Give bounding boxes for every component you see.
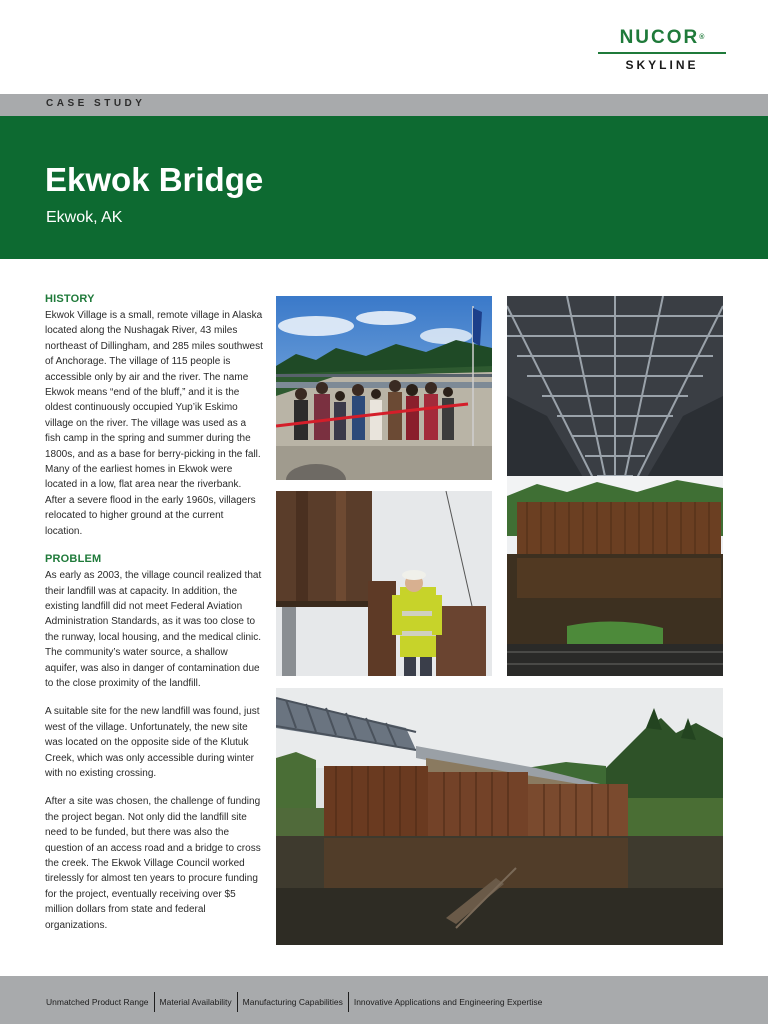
hero-banner	[0, 116, 768, 259]
footer-item-material-availability: Material Availability	[159, 997, 232, 1007]
problem-heading: PROBLEM	[45, 553, 102, 566]
problem-paragraph-1: As early as 2003, the village council realized that their landfill was at capacity. In addition, the existing landfill did not meet Federal Aviation Administration Standards, as it was too close to the runway, local housing, and the medical clinic. The community’s water source, a shallow aquifer, was also in danger of contamination due to the close proximity of the landfill.	[45, 570, 262, 689]
page-location: Ekwok, AK	[46, 209, 123, 226]
trademark-symbol: ®	[699, 34, 705, 41]
footer-item-product-range: Unmatched Product Range	[46, 997, 149, 1007]
footer-item-manufacturing-capabilities: Manufacturing Capabilities	[242, 997, 343, 1007]
footer-bar	[0, 976, 768, 1024]
footer-divider	[237, 992, 238, 1012]
case-study-label: CASE STUDY	[46, 98, 146, 109]
photo-ribbon-cutting	[276, 296, 492, 480]
footer-capabilities	[46, 992, 542, 1012]
history-body: Ekwok Village is a small, remote village in Alaska located along the Nushagak River, 43 miles northeast of Dillingham, and 285 miles southwest of Anchorage. The village of 115 people is accessible only by air and the river. The name Ekwok means “end of the bluff,” and it is the oldest continuously occupied Yup’ik Eskimo village on the river. The village was used as a fish camp in the spring and summer during the 1800s, and as a base for berry-picking in the fall. Many of the earliest homes in Ekwok were located in a low, flat area near the riverbank. After a severe flood in the early 1960s, villagers relocated to higher ground at the current location.	[45, 310, 263, 537]
photo-worker-sheet-pile	[276, 491, 492, 676]
page-title: Ekwok Bridge	[45, 161, 264, 198]
photo-bridge-over-creek	[276, 688, 723, 945]
logo-wordmark: NUCOR	[619, 27, 700, 48]
footer-divider	[348, 992, 349, 1012]
logo-rule	[598, 52, 726, 54]
case-study-banner	[0, 94, 768, 116]
photo-bridge-underside	[507, 296, 723, 676]
footer-item-innovative-applications: Innovative Applications and Engineering Expertise	[353, 997, 543, 1007]
problem-paragraph-2: A suitable site for the new landfill was found, just west of the village. Unfortunately, the new site was located on the opposite side of the Klutuk Creek, which was only accessible during winter with no existing crossing.	[45, 706, 260, 779]
problem-paragraph-3: After a site was chosen, the challenge of funding the project began. Not only did the landfill site need to be funded, but there was also the question of an access road and a bridge to cross the creek. The Ekwok Village Council worked tirelessly for almost ten years to procure funding for the project, eventually receiving over $5 million dollars from state and federal organizations.	[45, 796, 261, 931]
logo-division: SKYLINE	[625, 58, 699, 72]
text-column	[45, 292, 263, 946]
footer-divider	[154, 992, 155, 1012]
nucor-skyline-logo	[598, 28, 726, 72]
history-heading: HISTORY	[45, 293, 95, 305]
